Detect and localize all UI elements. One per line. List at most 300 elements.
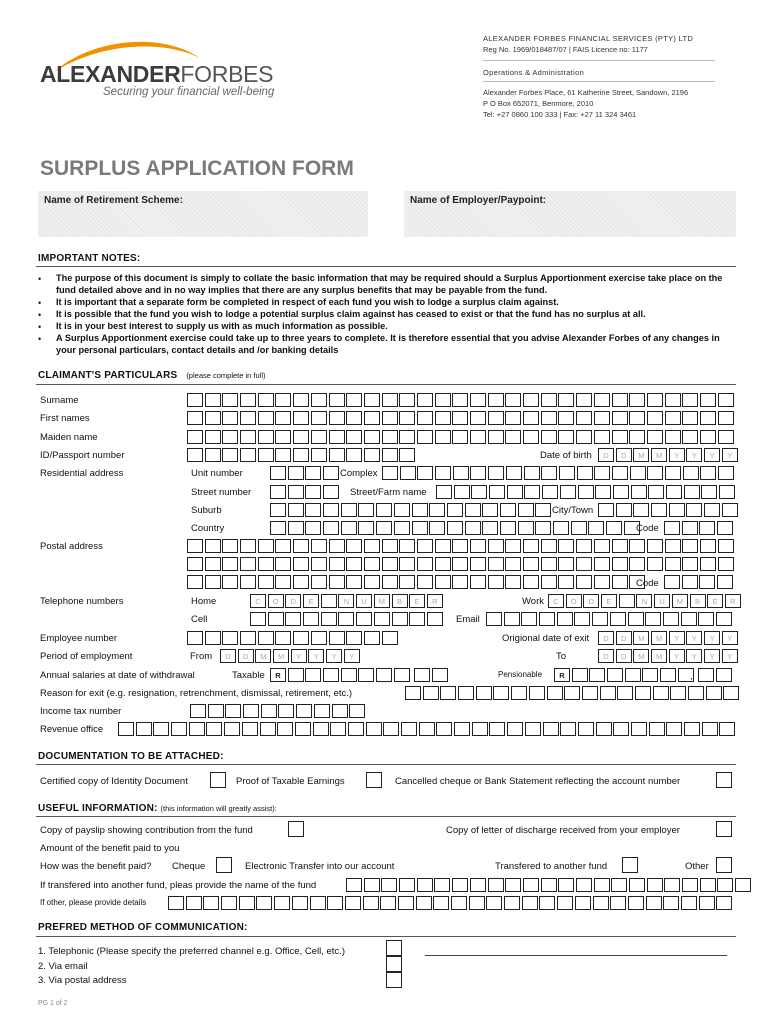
input-cell[interactable] xyxy=(630,466,646,480)
input-cell[interactable] xyxy=(329,448,345,462)
first-names-boxes[interactable] xyxy=(187,411,735,425)
input-cell[interactable] xyxy=(240,430,256,444)
input-cell[interactable] xyxy=(541,539,557,553)
input-cell[interactable] xyxy=(205,430,221,444)
input-cell[interactable] xyxy=(665,430,681,444)
tax-number-boxes[interactable] xyxy=(190,704,367,718)
input-cell[interactable] xyxy=(488,393,504,407)
discharge-checkbox[interactable] xyxy=(716,821,732,837)
input-cell[interactable] xyxy=(717,521,733,535)
input-cell[interactable] xyxy=(270,466,286,480)
input-cell[interactable] xyxy=(293,575,309,589)
input-cell[interactable] xyxy=(206,722,222,736)
input-cell[interactable]: D xyxy=(598,631,614,645)
input-cell[interactable] xyxy=(557,896,573,910)
input-cell[interactable] xyxy=(171,722,187,736)
input-cell[interactable] xyxy=(523,393,539,407)
taxable-boxes[interactable] xyxy=(270,668,412,682)
input-cell[interactable] xyxy=(629,430,645,444)
input-cell[interactable] xyxy=(208,704,224,718)
input-cell[interactable] xyxy=(663,896,679,910)
input-cell[interactable] xyxy=(488,411,504,425)
complex-boxes[interactable] xyxy=(382,466,736,480)
input-cell[interactable]: N xyxy=(338,594,354,608)
input-cell[interactable] xyxy=(305,668,321,682)
input-cell[interactable] xyxy=(382,430,398,444)
input-cell[interactable] xyxy=(187,631,203,645)
input-cell[interactable] xyxy=(346,557,362,571)
input-cell[interactable] xyxy=(417,430,433,444)
input-cell[interactable] xyxy=(363,896,379,910)
input-cell[interactable] xyxy=(723,686,739,700)
input-cell[interactable] xyxy=(506,466,522,480)
input-cell[interactable] xyxy=(417,557,433,571)
input-cell[interactable] xyxy=(635,686,651,700)
input-cell[interactable] xyxy=(489,485,505,499)
input-cell[interactable] xyxy=(432,668,448,682)
input-cell[interactable] xyxy=(594,430,610,444)
input-cell[interactable] xyxy=(716,668,732,682)
input-cell[interactable] xyxy=(701,485,717,499)
input-cell[interactable] xyxy=(610,612,626,626)
input-cell[interactable] xyxy=(700,466,716,480)
input-cell[interactable] xyxy=(458,686,474,700)
input-cell[interactable] xyxy=(629,878,645,892)
input-cell[interactable] xyxy=(682,539,698,553)
input-cell[interactable] xyxy=(683,466,699,480)
input-cell[interactable] xyxy=(311,411,327,425)
input-cell[interactable] xyxy=(470,575,486,589)
input-cell[interactable] xyxy=(330,722,346,736)
input-cell[interactable] xyxy=(558,557,574,571)
input-cell[interactable] xyxy=(293,539,309,553)
input-cell[interactable] xyxy=(558,393,574,407)
input-cell[interactable] xyxy=(332,704,348,718)
input-cell[interactable] xyxy=(256,896,272,910)
input-cell[interactable] xyxy=(399,393,415,407)
input-cell[interactable] xyxy=(258,539,274,553)
input-cell[interactable] xyxy=(541,557,557,571)
input-cell[interactable] xyxy=(594,466,610,480)
input-cell[interactable] xyxy=(346,430,362,444)
input-cell[interactable] xyxy=(700,878,716,892)
input-cell[interactable] xyxy=(258,557,274,571)
input-cell[interactable] xyxy=(454,722,470,736)
input-cell[interactable] xyxy=(706,686,722,700)
input-cell[interactable]: D xyxy=(285,594,301,608)
input-cell[interactable] xyxy=(451,896,467,910)
input-cell[interactable] xyxy=(500,521,516,535)
postal-checkbox[interactable] xyxy=(386,972,402,988)
input-cell[interactable] xyxy=(358,503,374,517)
input-cell[interactable] xyxy=(153,722,169,736)
input-cell[interactable] xyxy=(382,411,398,425)
input-cell[interactable] xyxy=(719,722,735,736)
input-cell[interactable] xyxy=(452,430,468,444)
input-cell[interactable] xyxy=(523,878,539,892)
input-cell[interactable]: D xyxy=(598,448,614,462)
input-cell[interactable] xyxy=(427,612,443,626)
input-cell[interactable] xyxy=(560,722,576,736)
input-cell[interactable] xyxy=(488,466,504,480)
input-cell[interactable] xyxy=(305,485,321,499)
input-cell[interactable] xyxy=(423,686,439,700)
input-cell[interactable] xyxy=(258,411,274,425)
input-cell[interactable] xyxy=(718,430,734,444)
input-cell[interactable]: Y xyxy=(704,631,720,645)
input-cell[interactable] xyxy=(633,503,649,517)
proof-checkbox[interactable] xyxy=(366,772,382,788)
input-cell[interactable] xyxy=(374,612,390,626)
input-cell[interactable] xyxy=(681,612,697,626)
input-cell[interactable]: C xyxy=(250,594,266,608)
input-cell[interactable] xyxy=(321,594,337,608)
transfer-checkbox[interactable] xyxy=(622,857,638,873)
input-cell[interactable] xyxy=(401,722,417,736)
input-cell[interactable]: N xyxy=(636,594,652,608)
input-cell[interactable] xyxy=(523,411,539,425)
input-cell[interactable] xyxy=(647,411,663,425)
input-cell[interactable] xyxy=(547,686,563,700)
input-cell[interactable] xyxy=(592,612,608,626)
input-cell[interactable] xyxy=(303,612,319,626)
input-cell[interactable] xyxy=(647,393,663,407)
input-cell[interactable]: M xyxy=(651,631,667,645)
input-cell[interactable] xyxy=(270,503,286,517)
input-cell[interactable]: Y xyxy=(344,649,360,663)
input-cell[interactable] xyxy=(346,575,362,589)
input-cell[interactable]: M xyxy=(651,649,667,663)
input-cell[interactable] xyxy=(452,411,468,425)
id-doc-checkbox[interactable] xyxy=(210,772,226,788)
input-cell[interactable] xyxy=(560,485,576,499)
input-cell[interactable] xyxy=(518,521,534,535)
revenue-office-boxes[interactable] xyxy=(118,722,737,736)
taxable-cents-boxes[interactable] xyxy=(414,668,449,682)
input-cell[interactable] xyxy=(660,668,676,682)
input-cell[interactable] xyxy=(323,668,339,682)
input-cell[interactable] xyxy=(682,878,698,892)
employee-number-boxes[interactable] xyxy=(187,631,399,645)
input-cell[interactable] xyxy=(366,722,382,736)
input-cell[interactable] xyxy=(329,557,345,571)
input-cell[interactable] xyxy=(250,612,266,626)
input-cell[interactable] xyxy=(645,612,661,626)
input-cell[interactable] xyxy=(311,539,327,553)
input-cell[interactable] xyxy=(700,430,716,444)
input-cell[interactable] xyxy=(543,722,559,736)
input-cell[interactable] xyxy=(292,896,308,910)
input-cell[interactable] xyxy=(717,575,733,589)
code-boxes[interactable] xyxy=(664,521,735,535)
input-cell[interactable] xyxy=(436,722,452,736)
input-cell[interactable] xyxy=(376,503,392,517)
employer-name-field[interactable] xyxy=(404,191,736,237)
telephonic-checkbox[interactable] xyxy=(386,940,402,956)
input-cell[interactable] xyxy=(666,722,682,736)
input-cell[interactable] xyxy=(186,896,202,910)
input-cell[interactable] xyxy=(629,393,645,407)
input-cell[interactable] xyxy=(205,631,221,645)
input-cell[interactable] xyxy=(488,575,504,589)
input-cell[interactable] xyxy=(323,466,339,480)
input-cell[interactable]: Y xyxy=(722,448,738,462)
input-cell[interactable]: M xyxy=(633,448,649,462)
input-cell[interactable] xyxy=(669,503,685,517)
input-cell[interactable] xyxy=(682,521,698,535)
input-cell[interactable] xyxy=(258,575,274,589)
input-cell[interactable] xyxy=(394,521,410,535)
input-cell[interactable] xyxy=(541,430,557,444)
input-cell[interactable] xyxy=(221,896,237,910)
input-cell[interactable] xyxy=(522,896,538,910)
from-date-boxes[interactable] xyxy=(220,649,362,663)
input-cell[interactable] xyxy=(222,575,238,589)
input-cell[interactable] xyxy=(612,466,628,480)
input-cell[interactable] xyxy=(488,557,504,571)
input-cell[interactable] xyxy=(346,448,362,462)
input-cell[interactable]: M xyxy=(672,594,688,608)
input-cell[interactable] xyxy=(358,521,374,535)
input-cell[interactable] xyxy=(222,631,238,645)
input-cell[interactable] xyxy=(507,722,523,736)
input-cell[interactable]: M xyxy=(273,649,289,663)
input-cell[interactable] xyxy=(305,466,321,480)
input-cell[interactable] xyxy=(349,704,365,718)
input-cell[interactable] xyxy=(258,631,274,645)
input-cell[interactable] xyxy=(617,686,633,700)
input-cell[interactable] xyxy=(288,485,304,499)
input-cell[interactable] xyxy=(700,393,716,407)
input-cell[interactable] xyxy=(435,411,451,425)
input-cell[interactable] xyxy=(275,411,291,425)
input-cell[interactable] xyxy=(505,557,521,571)
input-cell[interactable]: D xyxy=(616,631,632,645)
input-cell[interactable] xyxy=(435,430,451,444)
input-cell[interactable] xyxy=(702,722,718,736)
input-cell[interactable] xyxy=(722,503,738,517)
input-cell[interactable]: O xyxy=(268,594,284,608)
input-cell[interactable] xyxy=(419,722,435,736)
input-cell[interactable] xyxy=(682,411,698,425)
input-cell[interactable] xyxy=(222,539,238,553)
input-cell[interactable] xyxy=(399,411,415,425)
input-cell[interactable] xyxy=(242,722,258,736)
input-cell[interactable]: Y xyxy=(669,448,685,462)
surname-boxes[interactable] xyxy=(187,393,735,407)
input-cell[interactable] xyxy=(558,539,574,553)
input-cell[interactable] xyxy=(240,575,256,589)
input-cell[interactable]: Y xyxy=(686,631,702,645)
input-cell[interactable] xyxy=(435,393,451,407)
input-cell[interactable] xyxy=(258,393,274,407)
input-cell[interactable] xyxy=(699,521,715,535)
input-cell[interactable] xyxy=(382,466,398,480)
input-cell[interactable] xyxy=(222,430,238,444)
input-cell[interactable] xyxy=(268,612,284,626)
input-cell[interactable] xyxy=(719,485,735,499)
input-cell[interactable] xyxy=(664,575,680,589)
input-cell[interactable]: Y xyxy=(704,448,720,462)
input-cell[interactable] xyxy=(646,896,662,910)
input-cell[interactable]: M xyxy=(651,448,667,462)
input-cell[interactable] xyxy=(452,539,468,553)
input-cell[interactable] xyxy=(311,557,327,571)
input-cell[interactable] xyxy=(682,393,698,407)
input-cell[interactable] xyxy=(523,430,539,444)
input-cell[interactable] xyxy=(612,557,628,571)
input-cell[interactable] xyxy=(594,393,610,407)
input-cell[interactable] xyxy=(582,686,598,700)
input-cell[interactable] xyxy=(493,686,509,700)
input-cell[interactable] xyxy=(399,448,415,462)
input-cell[interactable]: Y xyxy=(669,631,685,645)
input-cell[interactable]: E xyxy=(409,594,425,608)
input-cell[interactable] xyxy=(364,430,380,444)
input-cell[interactable] xyxy=(311,448,327,462)
input-cell[interactable] xyxy=(341,521,357,535)
input-cell[interactable] xyxy=(275,430,291,444)
input-cell[interactable]: D xyxy=(238,649,254,663)
input-cell[interactable] xyxy=(274,896,290,910)
input-cell[interactable]: M xyxy=(255,649,271,663)
input-cell[interactable] xyxy=(329,575,345,589)
input-cell[interactable] xyxy=(535,521,551,535)
input-cell[interactable] xyxy=(382,557,398,571)
input-cell[interactable] xyxy=(382,393,398,407)
input-cell[interactable] xyxy=(243,704,259,718)
input-cell[interactable] xyxy=(612,539,628,553)
input-cell[interactable] xyxy=(382,539,398,553)
input-cell[interactable] xyxy=(628,612,644,626)
input-cell[interactable] xyxy=(525,722,541,736)
maiden-name-boxes[interactable] xyxy=(187,430,735,444)
input-cell[interactable] xyxy=(222,393,238,407)
input-cell[interactable] xyxy=(313,722,329,736)
input-cell[interactable] xyxy=(358,668,374,682)
input-cell[interactable] xyxy=(535,503,551,517)
input-cell[interactable] xyxy=(470,878,486,892)
input-cell[interactable] xyxy=(376,668,392,682)
input-cell[interactable] xyxy=(571,521,587,535)
exit-date-boxes[interactable] xyxy=(598,631,740,645)
input-cell[interactable] xyxy=(329,393,345,407)
input-cell[interactable] xyxy=(346,631,362,645)
input-cell[interactable] xyxy=(187,411,203,425)
input-cell[interactable] xyxy=(472,722,488,736)
input-cell[interactable] xyxy=(346,411,362,425)
input-cell[interactable] xyxy=(329,631,345,645)
cheque-checkbox[interactable] xyxy=(216,857,232,873)
input-cell[interactable] xyxy=(647,557,663,571)
input-cell[interactable] xyxy=(647,878,663,892)
postal-boxes-1[interactable] xyxy=(187,539,735,553)
input-cell[interactable] xyxy=(541,393,557,407)
input-cell[interactable] xyxy=(305,503,321,517)
input-cell[interactable] xyxy=(440,686,456,700)
input-cell[interactable] xyxy=(576,539,592,553)
input-cell[interactable] xyxy=(382,448,398,462)
input-cell[interactable]: E xyxy=(601,594,617,608)
input-cell[interactable] xyxy=(684,722,700,736)
country-boxes[interactable] xyxy=(270,521,641,535)
input-cell[interactable] xyxy=(469,896,485,910)
input-cell[interactable]: O xyxy=(566,594,582,608)
input-cell[interactable] xyxy=(345,896,361,910)
email-checkbox[interactable] xyxy=(386,956,402,972)
input-cell[interactable] xyxy=(288,466,304,480)
input-cell[interactable] xyxy=(648,485,664,499)
input-cell[interactable] xyxy=(329,411,345,425)
input-cell[interactable] xyxy=(594,557,610,571)
input-cell[interactable] xyxy=(381,878,397,892)
input-cell[interactable] xyxy=(429,521,445,535)
input-cell[interactable] xyxy=(559,466,575,480)
input-cell[interactable] xyxy=(539,612,555,626)
input-cell[interactable] xyxy=(205,575,221,589)
input-cell[interactable] xyxy=(364,557,380,571)
input-cell[interactable] xyxy=(647,430,663,444)
input-cell[interactable] xyxy=(558,575,574,589)
input-cell[interactable] xyxy=(293,557,309,571)
reason-boxes[interactable] xyxy=(405,686,741,700)
input-cell[interactable] xyxy=(504,896,520,910)
input-cell[interactable] xyxy=(189,722,205,736)
input-cell[interactable] xyxy=(681,896,697,910)
input-cell[interactable] xyxy=(488,539,504,553)
input-cell[interactable] xyxy=(577,466,593,480)
input-cell[interactable] xyxy=(399,557,415,571)
input-cell[interactable] xyxy=(594,411,610,425)
input-cell[interactable] xyxy=(187,539,203,553)
pensionable-cents-boxes[interactable] xyxy=(698,668,733,682)
input-cell[interactable] xyxy=(205,557,221,571)
input-cell[interactable] xyxy=(240,393,256,407)
input-cell[interactable] xyxy=(258,448,274,462)
input-cell[interactable] xyxy=(612,411,628,425)
input-cell[interactable] xyxy=(575,896,591,910)
input-cell[interactable] xyxy=(293,393,309,407)
input-cell[interactable] xyxy=(136,722,152,736)
input-cell[interactable] xyxy=(382,631,398,645)
input-cell[interactable] xyxy=(521,612,537,626)
input-cell[interactable] xyxy=(600,686,616,700)
input-cell[interactable] xyxy=(434,878,450,892)
input-cell[interactable] xyxy=(665,539,681,553)
input-cell[interactable]: Y xyxy=(291,649,307,663)
input-cell[interactable] xyxy=(511,686,527,700)
input-cell[interactable] xyxy=(523,557,539,571)
input-cell[interactable] xyxy=(417,575,433,589)
input-cell[interactable] xyxy=(718,411,734,425)
input-cell[interactable]: R xyxy=(725,594,741,608)
input-cell[interactable] xyxy=(589,668,605,682)
input-cell[interactable]: D xyxy=(598,649,614,663)
input-cell[interactable] xyxy=(470,539,486,553)
input-cell[interactable] xyxy=(311,430,327,444)
input-cell[interactable] xyxy=(275,575,291,589)
input-cell[interactable] xyxy=(205,539,221,553)
input-cell[interactable] xyxy=(417,393,433,407)
input-cell[interactable] xyxy=(275,393,291,407)
input-cell[interactable] xyxy=(631,722,647,736)
input-cell[interactable] xyxy=(699,575,715,589)
input-cell[interactable] xyxy=(293,631,309,645)
input-cell[interactable] xyxy=(647,466,663,480)
input-cell[interactable] xyxy=(447,521,463,535)
input-cell[interactable] xyxy=(414,668,430,682)
input-cell[interactable] xyxy=(296,704,312,718)
